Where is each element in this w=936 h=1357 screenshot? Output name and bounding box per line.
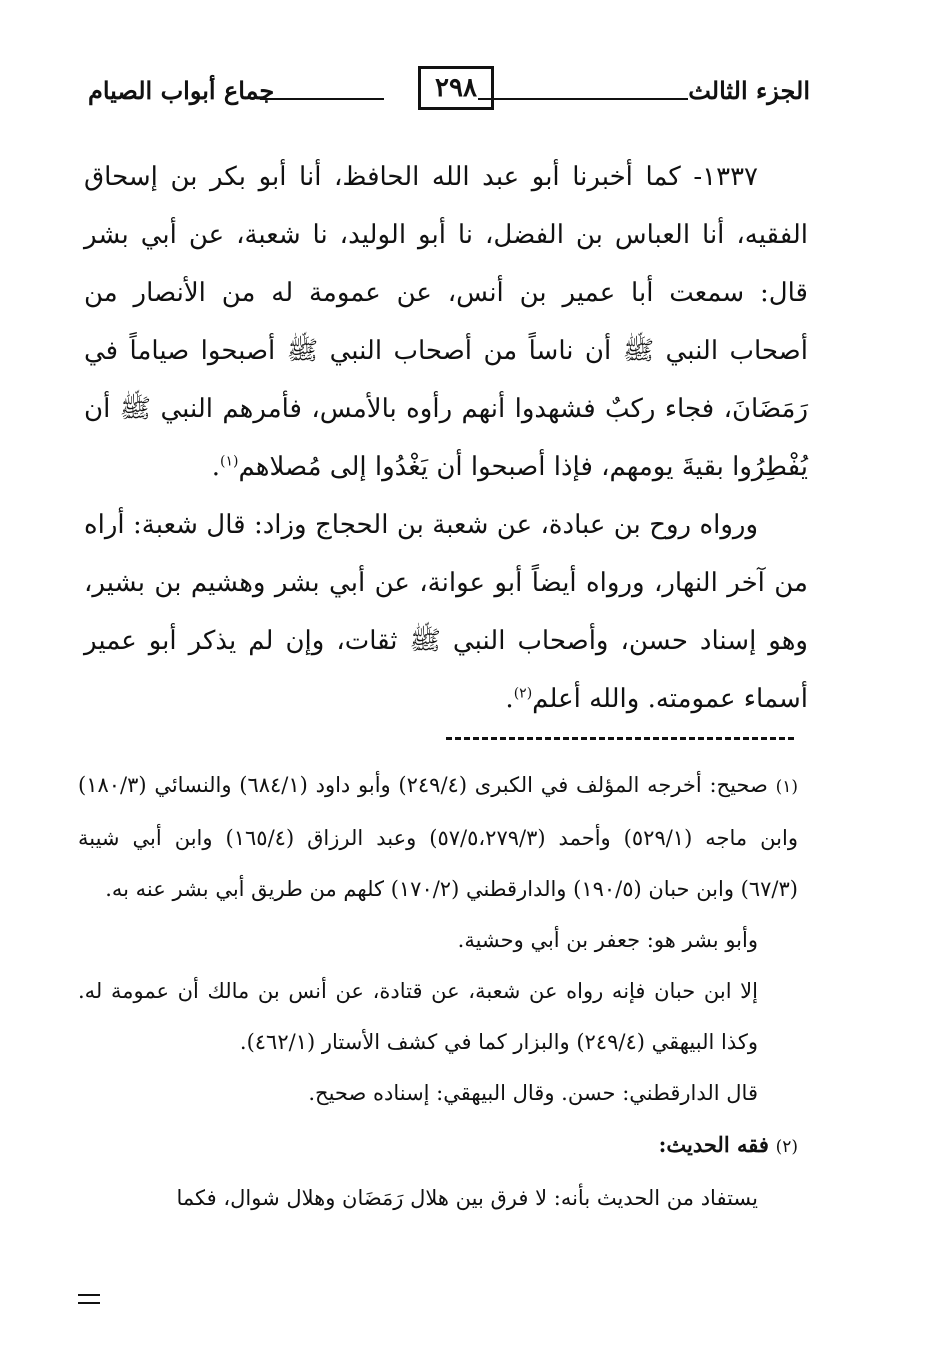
footnote-2-heading bbox=[78, 1119, 798, 1173]
footnote-2-number: (٢) bbox=[775, 1137, 798, 1157]
page-header bbox=[88, 62, 810, 122]
footnotes bbox=[78, 760, 798, 1224]
chapter-title: جماع أبواب الصيام bbox=[88, 76, 275, 105]
commentary-paragraph bbox=[84, 496, 808, 728]
footnote-1-line: صحيح: أخرجه المؤلف في الكبرى (٢٤٩/٤) وأبو داود (٦٨٤/١) والنسائي (١٨٠/٣) وابن ماجه (٥٢٩/١) وأحمد (٥٧/٥،٢٧٩/٣) وعبد الرزاق (١٦٥/٤) وابن أبي شيبة (٦٧/٣) وابن حبان (١٩٠/٥) والدارقطني (١٧٠/٢) كلهم من طريق أبي بشر عنه به. bbox=[78, 773, 798, 901]
commentary-text: ورواه روح بن عبادة، عن شعبة بن الحجاج وزاد: قال شعبة: أراه من آخر النهار، ورواه أيضاً أبو عوانة، عن أبي بشر وهشيم بن بشير، وهو إسناد حسن، وأصحاب النبي ﷺ ثقات، وإن لم يذكر أبو عمير أسماء عمومته. والله أعلم bbox=[84, 510, 808, 714]
footnote-2-text: يستفاد من الحديث بأنه: لا فرق بين هلال رَمَضَان وهلال شوال، فكما bbox=[176, 1186, 758, 1210]
header-rule-left bbox=[260, 98, 384, 100]
header-rule-right bbox=[478, 98, 688, 100]
part-title: الجزء الثالث bbox=[688, 76, 810, 105]
footnote-1 bbox=[78, 760, 798, 915]
end-mark: . bbox=[211, 452, 221, 482]
end-mark: . bbox=[505, 684, 514, 714]
fiqh-heading: فقه الحديث: bbox=[658, 1132, 769, 1157]
hadith-paragraph bbox=[84, 148, 808, 496]
hadith-text: ١٣٣٧- كما أخبرنا أبو عبد الله الحافظ، أنا أبو بكر بن إسحاق الفقيه، أنا العباس بن الفضل، نا أبو الوليد، نا شعبة، عن أبي بشر قال: سمعت أبا عمير بن أنس، عن عمومة له من الأنصار من أصحاب النبي ﷺ أن ناساً من أصحاب النبي ﷺ أصبحوا صياماً في رَمَضَانَ، فجاء ركبٌ فشهدوا أنهم رأوه بالأمس، فأمرهم النبي ﷺ أن يُفْطِرُوا بقيةَ يومهم، فإذا أصبحوا أن يَغْدُوا إلى مُصلاهم bbox=[84, 162, 808, 482]
main-text bbox=[84, 148, 808, 728]
footnote-ref-2[interactable]: (٢) bbox=[513, 685, 533, 702]
footnote-separator bbox=[446, 737, 794, 740]
footnote-1-line: إلا ابن حبان فإنه رواه عن شعبة، عن قتادة، عن أنس بن مالك أن عمومة له. وكذا البيهقي (٢٤٩/٤) والبزار كما في كشف الأستار (٤٦٢/١). bbox=[78, 979, 758, 1054]
footnote-1-line: وأبو بشر هو: جعفر بن أبي وحشية. bbox=[457, 928, 758, 952]
footnote-1-line: قال الدارقطني: حسن. وقال البيهقي: إسناده صحيح. bbox=[308, 1081, 758, 1105]
page-number: ٢٩٨ bbox=[418, 66, 494, 110]
continuation-mark bbox=[78, 1294, 100, 1304]
footnote-1-number: (١) bbox=[775, 777, 798, 797]
footnote-ref-1[interactable]: (١) bbox=[220, 453, 239, 470]
